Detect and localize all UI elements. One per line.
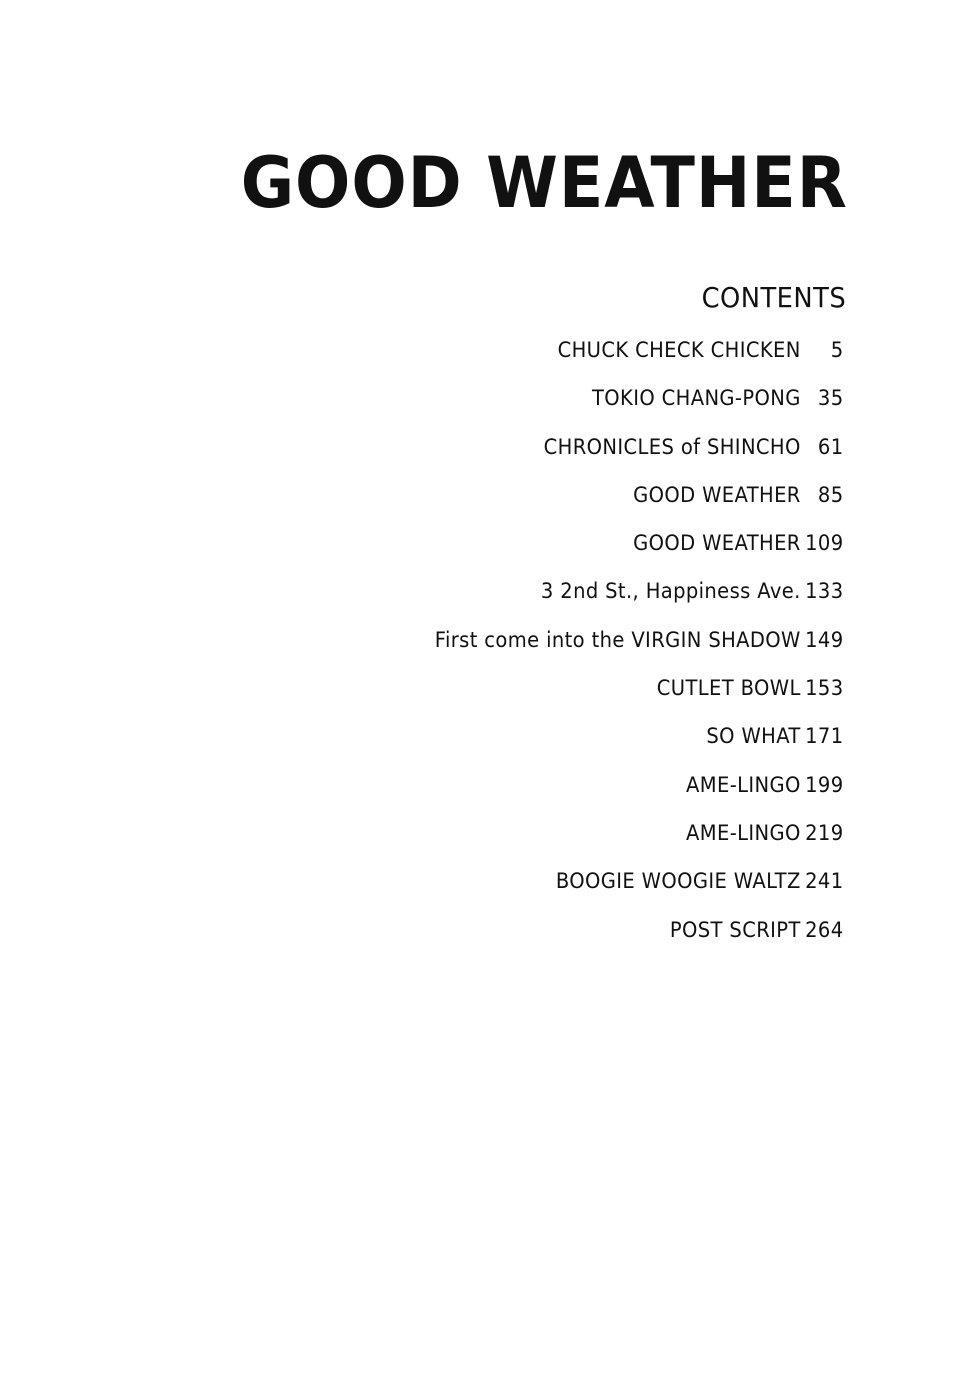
toc-entry-title: First come into the VIRGIN SHADOW <box>435 627 802 652</box>
toc-entry <box>435 386 844 434</box>
toc-entry <box>435 821 844 869</box>
toc-entry-title: 3 2nd St., Happiness Ave. <box>541 579 802 604</box>
toc-entry <box>435 869 844 917</box>
toc-entry-page: 149 <box>805 627 844 652</box>
toc-entry-title: POST SCRIPT <box>670 917 802 942</box>
toc-entry-title: TOKIO CHANG-PONG <box>592 386 802 411</box>
toc-entry-title: BOOGIE WOOGIE WALTZ <box>556 869 802 894</box>
book-title: GOOD WEATHER <box>240 142 848 224</box>
toc-entry <box>435 483 844 531</box>
toc-entry <box>435 918 844 966</box>
toc-entry <box>435 579 844 627</box>
toc-entry-page: 133 <box>805 579 844 604</box>
toc-entry <box>435 676 844 724</box>
toc-entry-page: 153 <box>805 676 844 701</box>
toc-entry-title: SO WHAT <box>706 724 802 749</box>
toc-entry-page: 171 <box>805 724 844 749</box>
toc-entry-title: GOOD WEATHER <box>633 482 802 507</box>
toc-entry-page: 61 <box>818 434 844 459</box>
toc-entry <box>435 338 844 386</box>
toc-entry-page: 85 <box>818 482 844 507</box>
toc-entry-page: 219 <box>805 820 844 845</box>
contents-heading: CONTENTS <box>701 281 846 314</box>
toc-entry-title: CUTLET BOWL <box>657 676 802 701</box>
toc-entry-title: CHRONICLES of SHINCHO <box>544 434 802 459</box>
toc-entry-title: AME-LINGO <box>686 820 802 845</box>
toc-entry <box>435 773 844 821</box>
table-of-contents <box>404 338 844 966</box>
toc-entry-page: 5 <box>831 338 844 362</box>
toc-entry-page: 264 <box>805 917 844 942</box>
toc-entry-page: 35 <box>818 386 844 411</box>
toc-entry-page: 199 <box>805 772 844 797</box>
toc-entry-page: 109 <box>805 531 844 556</box>
toc-entry-title: AME-LINGO <box>686 772 802 797</box>
toc-entry <box>435 724 844 772</box>
toc-entry <box>435 531 844 579</box>
toc-entry-page: 241 <box>805 869 844 894</box>
toc-entry <box>435 435 844 483</box>
toc-entry-title: GOOD WEATHER <box>633 531 802 556</box>
toc-entry-title: CHUCK CHECK CHICKEN <box>558 338 802 362</box>
toc-entry <box>435 628 844 676</box>
